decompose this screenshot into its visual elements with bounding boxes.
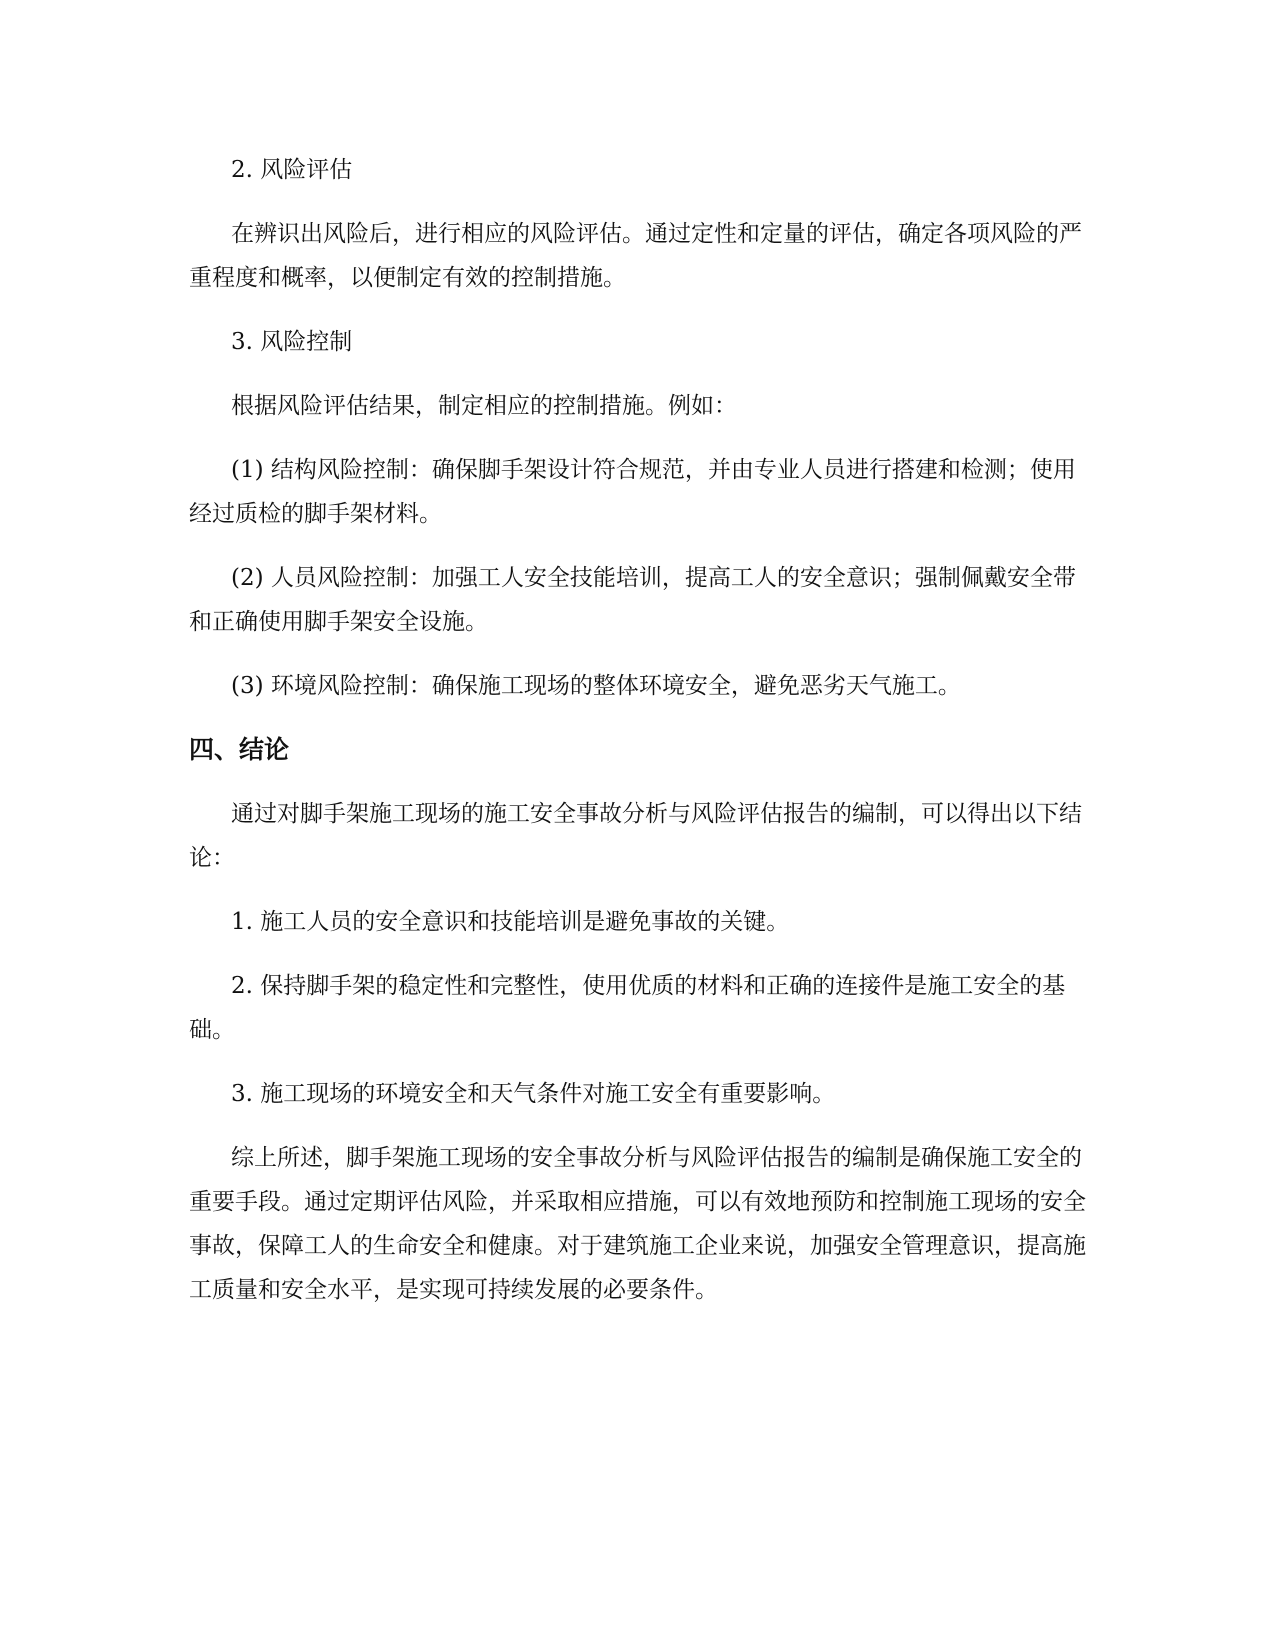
conclusion-point-1: 1. 施工人员的安全意识和技能培训是避免事故的关键。	[231, 909, 790, 935]
subheading-risk-assessment: 2. 风险评估	[231, 157, 353, 183]
paragraph-summary: 综上所述，脚手架施工现场的安全事故分析与风险评估报告的编制是确保施工安全的重要手段。通过定期评估风险，并采取相应措施，可以有效地预防和控制施工现场的安全事故，保障工人的生命安全和健康。对于建筑施工企业来说，加强安全管理意识，提高施工质量和安全水平，是实现可持续发展的必要条件。	[189, 1145, 1086, 1303]
conclusion-point-3: 3. 施工现场的环境安全和天气条件对施工安全有重要影响。	[231, 1081, 836, 1107]
conclusion-point-2: 2. 保持脚手架的稳定性和完整性，使用优质的材料和正确的连接件是施工安全的基础。	[189, 973, 1066, 1043]
subheading-risk-control: 3. 风险控制	[231, 329, 353, 355]
section-heading-conclusion: 四、结论	[189, 735, 290, 764]
list-item-environment-control: (3) 环境风险控制：确保施工现场的整体环境安全，避免恶劣天气施工。	[231, 673, 961, 699]
list-item-personnel-control: (2) 人员风险控制：加强工人安全技能培训，提高工人的安全意识；强制佩戴安全带和正确使用脚手架安全设施。	[189, 565, 1076, 635]
paragraph-conclusion-intro: 通过对脚手架施工现场的施工安全事故分析与风险评估报告的编制，可以得出以下结论：	[189, 801, 1082, 871]
paragraph-risk-control-intro: 根据风险评估结果，制定相应的控制措施。例如：	[231, 393, 737, 419]
list-item-structure-control: (1) 结构风险控制：确保脚手架设计符合规范，并由专业人员进行搭建和检测；使用经过质检的脚手架材料。	[189, 457, 1076, 527]
paragraph-risk-assessment: 在辨识出风险后，进行相应的风险评估。通过定性和定量的评估，确定各项风险的严重程度和概率，以便制定有效的控制措施。	[189, 221, 1082, 291]
document-body	[189, 148, 1089, 1312]
